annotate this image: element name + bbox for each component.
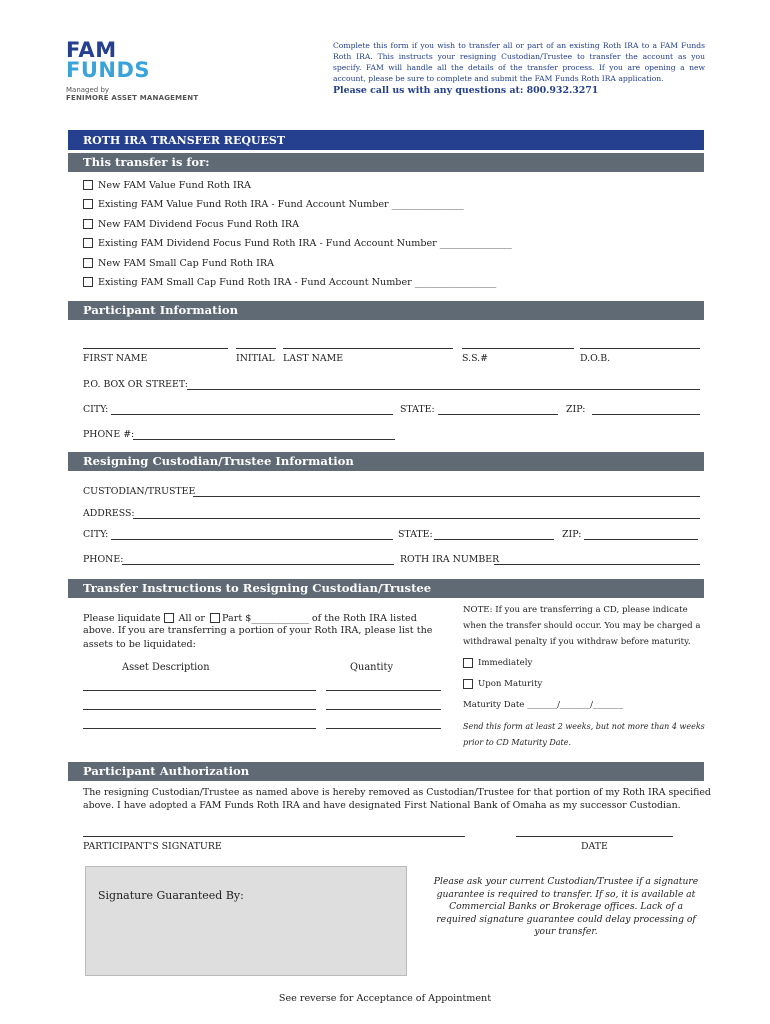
po-box-label: P.O. BOX OR STREET: — [83, 379, 188, 390]
all-or-label: All or — [178, 612, 205, 624]
send-note-2: prior to CD Maturity Date. — [463, 738, 572, 747]
checkbox[interactable] — [463, 658, 473, 668]
immediately-option[interactable] — [463, 656, 532, 670]
city-label: CITY: — [83, 404, 109, 415]
date-field[interactable] — [516, 836, 673, 837]
logo-funds: FUNDS — [66, 58, 151, 82]
ssn-field[interactable] — [462, 348, 574, 349]
maturity-date-field[interactable]: Maturity Date _______/_______/_______ — [463, 700, 624, 710]
roth-number-field[interactable] — [494, 564, 700, 565]
custodian-phone-field[interactable] — [122, 564, 394, 565]
custodian-zip-label: ZIP: — [562, 529, 582, 540]
asset-description-header: Asset Description — [122, 662, 210, 673]
asset-field-1[interactable] — [83, 690, 316, 691]
cd-note-2: when the transfer should occur. You may be charged a — [463, 621, 701, 631]
all-checkbox[interactable] — [164, 613, 174, 623]
checkbox[interactable] — [463, 679, 473, 689]
send-note-1: Send this form at least 2 weeks, but not more than 4 weeks — [463, 722, 705, 731]
request-title-bar: ROTH IRA TRANSFER REQUEST — [68, 130, 704, 150]
instructions-line2: above. If you are transferring a portion of your Roth IRA, please list the — [83, 625, 433, 636]
logo-fam: FAM — [66, 38, 117, 62]
address-field[interactable] — [133, 518, 700, 519]
state-field[interactable] — [438, 414, 558, 415]
transfer-for-header: This transfer is for: — [68, 153, 704, 172]
option-existing-smallcap[interactable] — [83, 275, 496, 289]
dob-label: D.O.B. — [580, 353, 611, 364]
upon-maturity-option[interactable] — [463, 677, 542, 691]
upon-maturity-label: Upon Maturity — [478, 679, 543, 689]
intro-text: Complete this form if you wish to transfer all or part of an existing Roth IRA to a FAM Funds Roth IRA. This instructs your resigning Custodian/Trustee to transfer the account as you specify. FAM will handle all the details of the transfer process. If you are opening a new account, please be sure to complete and submit the FAM Funds Roth IRA application. — [333, 41, 705, 83]
roth-number-label: ROTH IRA NUMBER — [400, 554, 500, 565]
authorization-text-2: above. I have adopted a FAM Funds Roth IRA and have designated First National Bank of Omaha as my successor Custodian. — [83, 800, 681, 811]
custodian-state-field[interactable] — [434, 539, 554, 540]
footer-note: See reverse for Acceptance of Appointment — [278, 993, 492, 1004]
guarantee-note: Please ask your current Custodian/Trustee if a signature guarantee is required to transfer. If so, it is available at Commercial Banks or Brokerage offices. Lack of a required signature guarantee could delay processing of your transfer. — [433, 876, 699, 937]
ssn-label: S.S.# — [462, 353, 488, 364]
authorization-header: Participant Authorization — [68, 762, 704, 781]
custodian-zip-field[interactable] — [584, 539, 698, 540]
quantity-field-3[interactable] — [326, 728, 441, 729]
checkbox[interactable] — [83, 219, 93, 229]
cd-note-3: withdrawal penalty if you withdraw before maturity. — [463, 637, 691, 647]
initial-field[interactable] — [236, 348, 276, 349]
checkbox[interactable] — [83, 199, 93, 209]
address-label: ADDRESS: — [83, 508, 135, 519]
quantity-header: Quantity — [350, 662, 394, 673]
participant-signature-field[interactable] — [83, 836, 465, 837]
option-existing-dividend[interactable] — [83, 236, 512, 250]
liquidate-row — [83, 611, 417, 625]
phone-field[interactable] — [133, 439, 395, 440]
option-new-dividend[interactable] — [83, 217, 299, 231]
option-label: Existing FAM Dividend Focus Fund Roth IRA - Fund Account Number _______________ — [98, 237, 512, 249]
option-label: New FAM Value Fund Roth IRA — [98, 179, 251, 191]
part-label: Part $ — [221, 612, 252, 624]
asset-field-2[interactable] — [83, 709, 316, 710]
option-new-value[interactable] — [83, 178, 251, 192]
custodian-header: Resigning Custodian/Trustee Information — [68, 452, 704, 471]
custodian-city-label: CITY: — [83, 529, 109, 540]
dob-field[interactable] — [580, 348, 700, 349]
quantity-field-2[interactable] — [326, 709, 441, 710]
custodian-phone-label: PHONE: — [83, 554, 124, 565]
logo-managed-by: Managed by — [66, 86, 110, 94]
part-checkbox[interactable] — [210, 613, 220, 623]
state-label: STATE: — [400, 404, 435, 415]
immediately-label: Immediately — [478, 658, 533, 668]
custodian-city-field[interactable] — [111, 539, 393, 540]
checkbox[interactable] — [83, 258, 93, 268]
call-text: Please call us with any questions at: 800.932.3271 — [333, 85, 599, 96]
last-name-field[interactable] — [283, 348, 453, 349]
asset-field-3[interactable] — [83, 728, 316, 729]
option-label: Existing FAM Small Cap Fund Roth IRA - Fund Account Number _________________ — [98, 276, 497, 288]
option-label: New FAM Dividend Focus Fund Roth IRA — [98, 218, 300, 230]
participant-signature-label: PARTICIPANT'S SIGNATURE — [83, 841, 222, 852]
zip-field[interactable] — [592, 414, 700, 415]
option-new-smallcap[interactable] — [83, 256, 274, 270]
po-box-field[interactable] — [187, 389, 700, 390]
date-label: DATE — [581, 841, 608, 852]
participant-header: Participant Information — [68, 301, 704, 320]
zip-label: ZIP: — [566, 404, 586, 415]
checkbox[interactable] — [83, 277, 93, 287]
phone-label: PHONE #: — [83, 429, 135, 440]
signature-guaranteed-label: Signature Guaranteed By: — [98, 889, 244, 902]
option-existing-value[interactable] — [83, 197, 464, 211]
initial-label: INITIAL — [236, 353, 275, 364]
of-roth-label: of the Roth IRA listed — [311, 612, 417, 624]
cd-note-1: NOTE: If you are transferring a CD, please indicate — [463, 605, 688, 615]
checkbox[interactable] — [83, 180, 93, 190]
checkbox[interactable] — [83, 238, 93, 248]
instructions-line3: assets to be liquidated: — [83, 639, 196, 650]
custodian-state-label: STATE: — [398, 529, 433, 540]
custodian-label: CUSTODIAN/TRUSTEE — [83, 486, 196, 497]
instructions-header: Transfer Instructions to Resigning Custodian/Trustee — [68, 579, 704, 598]
first-name-field[interactable] — [83, 348, 228, 349]
signature-guarantee-box[interactable] — [85, 866, 407, 976]
logo-company: FENIMORE ASSET MANAGEMENT — [66, 94, 199, 102]
custodian-field[interactable] — [193, 496, 700, 497]
option-label: Existing FAM Value Fund Roth IRA - Fund Account Number _______________ — [98, 198, 464, 210]
city-field[interactable] — [111, 414, 393, 415]
option-label: New FAM Small Cap Fund Roth IRA — [98, 257, 275, 269]
first-name-label: FIRST NAME — [83, 353, 148, 364]
authorization-text-1: The resigning Custodian/Trustee as named above is hereby removed as Custodian/Trustee for that portion of my Roth IRA specified — [83, 787, 711, 798]
fam-funds-logo — [66, 40, 206, 102]
part-amount-blank[interactable]: ____________ — [251, 612, 309, 624]
liquidate-prefix: Please liquidate — [83, 612, 161, 624]
last-name-label: LAST NAME — [283, 353, 344, 364]
quantity-field-1[interactable] — [326, 690, 441, 691]
